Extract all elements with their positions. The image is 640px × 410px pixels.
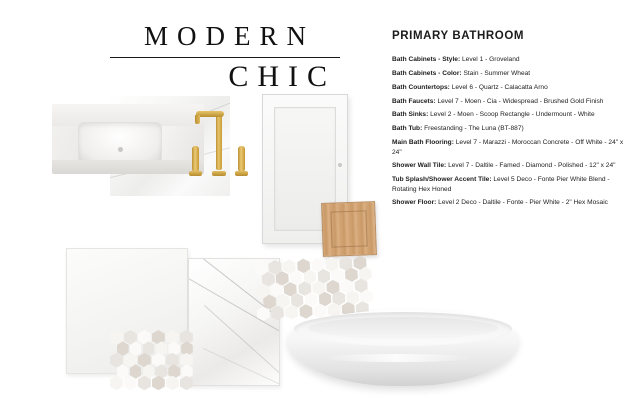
spec-row: [392, 83, 626, 92]
hex-mosaic-small-sample: [110, 330, 194, 398]
title-line-chic: CHIC: [228, 59, 336, 93]
sink-image: [52, 104, 204, 174]
spec-label: Main Bath Flooring:: [392, 139, 454, 147]
spec-value: Level 2 - Moen - Scoop Rectangle - Undermount - White: [430, 111, 595, 119]
faucet-base-center: [212, 171, 226, 176]
spec-row: [392, 161, 626, 170]
spec-label: Bath Sinks:: [392, 111, 429, 119]
spec-value: Level 5 Deco - Fonte Pier White Blend - Rotating Hex Honed: [392, 176, 610, 193]
marble-vein: [203, 348, 280, 386]
spec-label: Bath Faucets:: [392, 97, 436, 105]
faucet-spout-vertical: [216, 114, 222, 170]
spec-value: Level 7 - Marazzi - Moroccan Concrete - Off White - 24" x 24": [392, 139, 624, 156]
faucet-spout-tip: [195, 115, 200, 124]
spec-value: Level 2 Deco - Daltile - Fonte - Pier White - 2" Hex Mosaic: [438, 199, 608, 207]
spec-label: Shower Floor:: [392, 199, 437, 207]
spec-row: [392, 110, 626, 119]
board-title: [110, 22, 340, 94]
spec-label: Bath Countertops:: [392, 83, 450, 91]
title-line-modern: MODERN: [143, 21, 315, 51]
spec-row: [392, 198, 626, 207]
spec-label: Bath Tub:: [392, 125, 423, 133]
spec-value: Level 7 - Daltile - Famed - Diamond - Polished - 12" x 24": [448, 162, 616, 170]
faucet-handle-left: [192, 146, 199, 172]
spec-label: Bath Cabinets - Color:: [392, 69, 462, 77]
spec-row: [392, 69, 626, 78]
spec-value: Level 7 - Moen - Cia - Widespread - Brushed Gold Finish: [437, 97, 604, 105]
title-divider: [110, 57, 340, 58]
spec-row: [392, 55, 626, 64]
sink-basin: [78, 122, 162, 164]
specification-list: [392, 30, 626, 212]
cabinet-knob-icon: [338, 163, 342, 167]
spec-label: Bath Cabinets - Style:: [392, 56, 461, 63]
tub-interior: [308, 317, 498, 339]
tub-highlight: [322, 354, 472, 362]
spec-value: Freestanding - The Luna (BT-887): [424, 125, 524, 133]
spec-label: Shower Wall Tile:: [392, 162, 447, 170]
spec-value: Stain - Summer Wheat: [463, 69, 531, 77]
spec-row: [392, 97, 626, 106]
bathtub-image: [288, 300, 518, 392]
spec-row: [392, 175, 626, 194]
spec-row: [392, 124, 626, 133]
hex-row: [110, 330, 194, 341]
faucet-handle-right: [238, 146, 245, 172]
spec-row: [392, 138, 626, 157]
faucet-base-left: [189, 171, 202, 176]
faucet-spout-horizontal: [196, 111, 224, 117]
wood-stain-sample: [321, 201, 377, 257]
vanity-apron: [52, 160, 204, 174]
faucet-base-right: [235, 171, 248, 176]
spec-label: Tub Splash/Shower Accent Tile:: [392, 176, 492, 184]
spec-value: Level 1 - Groveland: [462, 56, 520, 63]
spec-heading: PRIMARY BATHROOM: [392, 30, 525, 42]
faucet-image: [186, 100, 250, 186]
spec-value: Level 6 - Quartz - Calacatta Arno: [451, 83, 548, 91]
